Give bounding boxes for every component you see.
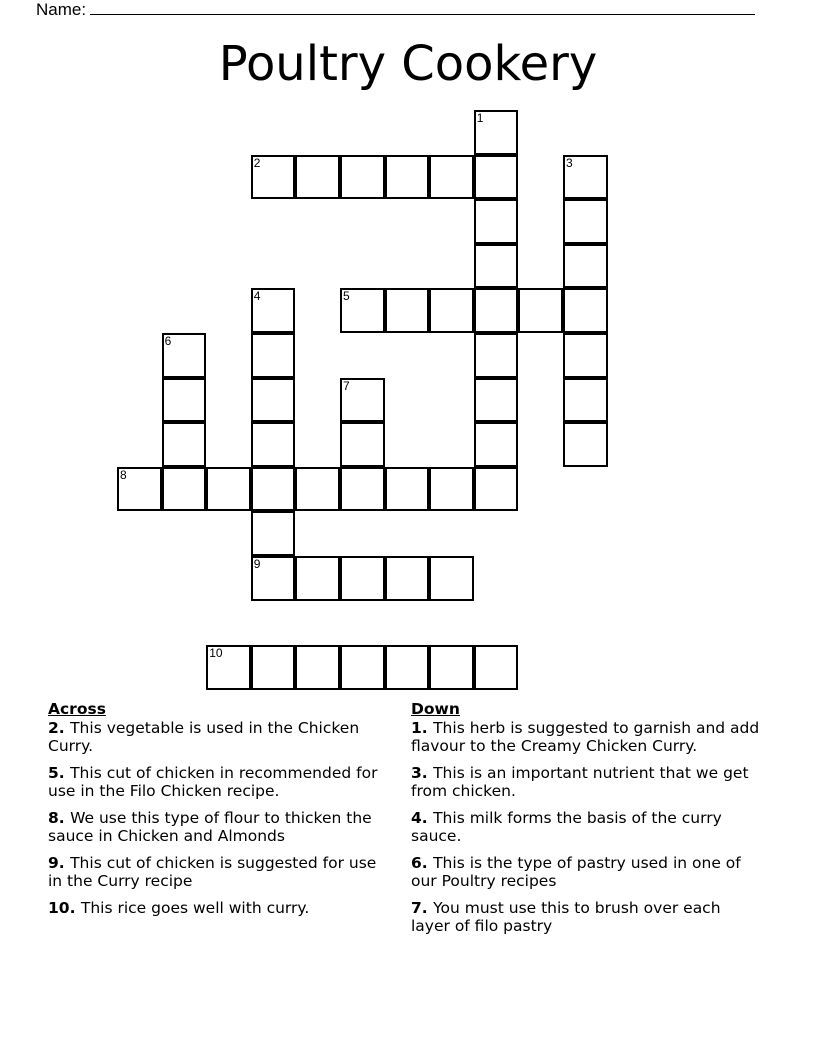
grid-cell[interactable]: [429, 288, 474, 333]
clue-number: 6: [411, 854, 422, 872]
grid-cell[interactable]: [563, 288, 608, 333]
page-title: Poultry Cookery: [218, 36, 598, 92]
grid-cell[interactable]: [295, 155, 340, 200]
grid-cell[interactable]: [563, 155, 608, 200]
grid-cell[interactable]: [251, 378, 296, 423]
grid-cell[interactable]: [429, 645, 474, 690]
clue-text: This cut of chicken is suggested for use in the Curry recipe: [48, 854, 377, 890]
grid-cell[interactable]: [251, 645, 296, 690]
grid-cell[interactable]: [206, 467, 251, 512]
cell-number: 10: [209, 646, 223, 661]
grid-cell[interactable]: [295, 467, 340, 512]
clue-down-4: 4. This milk forms the basis of the curry sauce.: [411, 809, 722, 845]
clue-number: 10: [48, 899, 70, 917]
grid-cell[interactable]: [474, 467, 519, 512]
grid-cell[interactable]: [429, 467, 474, 512]
clue-text: We use this type of flour to thicken the sauce in Chicken and Almonds: [48, 809, 372, 845]
grid-cell[interactable]: [474, 199, 519, 244]
grid-cell[interactable]: [162, 467, 207, 512]
down-heading: Down: [411, 700, 460, 718]
grid-cell[interactable]: [563, 378, 608, 423]
clue-text: This cut of chicken in recommended for use in the Filo Chicken recipe.: [48, 764, 378, 800]
cell-number: 9: [253, 557, 261, 571]
cell-number: 2: [253, 155, 261, 170]
cell-number: 7: [343, 378, 350, 393]
clue-text: This is the type of pastry used in one of our Poultry recipes: [411, 854, 741, 890]
grid-cell[interactable]: [251, 155, 296, 200]
clue-down-1: 1. This herb is suggested to garnish and add flavour to the Creamy Chicken Curry.: [411, 719, 760, 755]
cell-number: 4: [253, 289, 261, 304]
grid-cell[interactable]: [385, 556, 430, 601]
grid-cell[interactable]: [340, 556, 385, 601]
clue-down-3: 3. This is an important nutrient that we get from chicken.: [411, 764, 749, 800]
clue-text: This vegetable is used in the Chicken Curry.: [48, 719, 360, 755]
grid-cell[interactable]: [385, 288, 430, 333]
grid-cell[interactable]: [251, 467, 296, 512]
grid-cell[interactable]: [563, 199, 608, 244]
grid-cell[interactable]: [251, 556, 296, 601]
grid-cell[interactable]: [563, 244, 608, 289]
cell-number: 8: [120, 467, 127, 482]
clue-number: 3: [411, 764, 422, 782]
across-heading: Across: [48, 700, 106, 718]
grid-cell[interactable]: [251, 288, 296, 333]
clue-across-10: 10. This rice goes well with curry.: [48, 899, 310, 917]
grid-cell[interactable]: [162, 378, 207, 423]
grid-cell[interactable]: [474, 288, 519, 333]
grid-cell[interactable]: [563, 422, 608, 467]
clue-number: 9: [48, 854, 59, 872]
clue-number: 2: [48, 719, 59, 737]
grid-cell[interactable]: [474, 244, 519, 289]
grid-cell[interactable]: [340, 378, 385, 423]
clue-text: This rice goes well with curry.: [80, 899, 310, 917]
clue-text: This herb is suggested to garnish and add flavour to the Creamy Chicken Curry.: [411, 719, 760, 755]
grid-cell[interactable]: [340, 467, 385, 512]
clue-number: 5: [48, 764, 59, 782]
grid-cell[interactable]: [385, 645, 430, 690]
grid-cell[interactable]: [340, 155, 385, 200]
down-clues: [411, 700, 761, 944]
grid-cell[interactable]: [429, 155, 474, 200]
clue-across-9: 9. This cut of chicken is suggested for use in the Curry recipe: [48, 854, 377, 890]
grid-cell[interactable]: [162, 333, 207, 378]
clue-down-7: 7. You must use this to brush over each layer of filo pastry: [411, 899, 721, 935]
grid-cell[interactable]: [340, 422, 385, 467]
grid-cell[interactable]: [162, 422, 207, 467]
grid-cell[interactable]: [474, 422, 519, 467]
grid-cell[interactable]: [518, 288, 563, 333]
grid-cell[interactable]: [474, 378, 519, 423]
grid-cell[interactable]: [474, 645, 519, 690]
clue-across-8: 8. We use this type of flour to thicken the sauce in Chicken and Almonds: [48, 809, 372, 845]
clue-text: You must use this to brush over each layer of filo pastry: [411, 899, 721, 935]
grid-cell[interactable]: [251, 333, 296, 378]
clue-down-6: 6. This is the type of pastry used in one of our Poultry recipes: [411, 854, 741, 890]
grid-cell[interactable]: [385, 155, 430, 200]
clue-text: This milk forms the basis of the curry sauce.: [411, 809, 722, 845]
cell-number: 3: [566, 155, 573, 170]
grid-cell[interactable]: [206, 645, 251, 690]
name-label: Name:: [36, 0, 87, 19]
grid-cell[interactable]: [474, 333, 519, 378]
grid-cell[interactable]: [474, 155, 519, 200]
grid-cell[interactable]: [340, 288, 385, 333]
grid-cell[interactable]: [295, 556, 340, 601]
grid-cell[interactable]: [385, 467, 430, 512]
cell-number: 1: [476, 111, 484, 125]
grid-cell[interactable]: [429, 556, 474, 601]
grid-cell[interactable]: [340, 645, 385, 690]
grid-cell[interactable]: [117, 467, 162, 512]
clue-number: 7: [411, 899, 422, 917]
clue-number: 1: [411, 719, 422, 737]
name-field[interactable]: [36, 0, 755, 20]
grid-cell[interactable]: [474, 110, 519, 155]
cell-number: 5: [343, 289, 350, 304]
grid-cell[interactable]: [251, 511, 296, 556]
name-line: [90, 0, 755, 15]
clue-text: This is an important nutrient that we get from chicken.: [411, 764, 749, 800]
clue-number: 4: [411, 809, 422, 827]
grid-cell[interactable]: [295, 645, 340, 690]
clue-number: 8: [48, 809, 59, 827]
grid-cell[interactable]: [563, 333, 608, 378]
cell-number: 6: [164, 334, 172, 348]
grid-cell[interactable]: [251, 422, 296, 467]
clue-across-5: 5. This cut of chicken in recommended for use in the Filo Chicken recipe.: [48, 764, 378, 800]
clue-across-2: 2. This vegetable is used in the Chicken Curry.: [48, 719, 360, 755]
across-clues: [48, 700, 388, 926]
